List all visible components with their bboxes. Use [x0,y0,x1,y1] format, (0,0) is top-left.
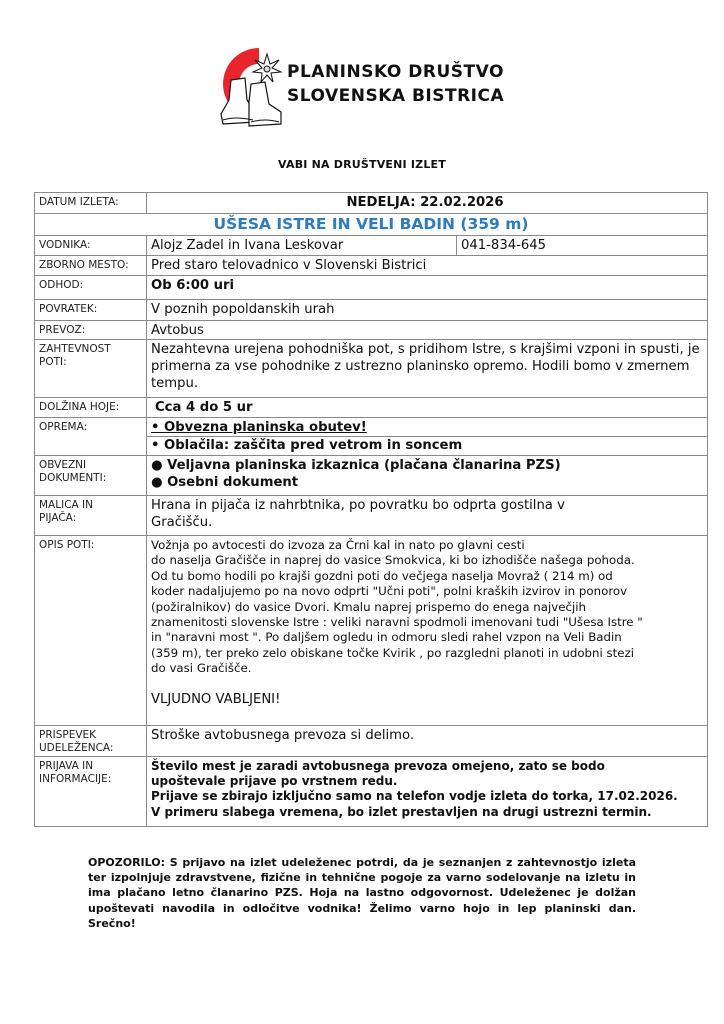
club-name [287,60,504,108]
equipment-value [147,418,708,456]
row-departure [35,276,708,300]
documents-label-line-1: OBVEZNI [39,459,87,471]
food-value: Hrana in pijača iz nahrbtnika, po povratku bo odprta gostilna v Gračišču. [147,496,708,536]
club-name-line-1: PLANINSKO DRUŠTVO [287,62,504,82]
signup-value [147,757,708,827]
row-food [35,496,708,536]
meeting-label: ZBORNO MESTO: [35,256,147,276]
documents-label [35,456,147,496]
food-label [35,496,147,536]
row-date [35,193,708,214]
difficulty-label-line-2: POTI: [39,356,67,368]
signup-line: V primeru slabega vremena, bo izlet prestavljen na drugi ustrezni termin. [151,804,652,819]
fee-label [35,726,147,757]
row-title [35,214,708,236]
route-line: znamenitosti slovenske Istre : veliki naravni spodmoli imenovani tudi "Ušesa Istre " [151,615,643,630]
date-value: NEDELJA: 22.02.2026 [147,193,708,214]
equipment-item: • Oblačila: zaščita pred vetrom in soncem [151,438,463,453]
departure-value: Ob 6:00 uri [147,276,708,300]
guides-label: VODNIKA: [35,236,147,256]
guides-value: Alojz Zadel in Ivana Leskovar [147,236,457,256]
duration-label: DOLŽINA HOJE: [35,398,147,418]
route-description [147,536,708,726]
departure-label: ODHOD: [35,276,147,300]
trip-title: UŠESA ISTRE IN VELI BADIN (359 m) [35,214,708,236]
row-documents [35,456,708,496]
invite-heading: VABI NA DRUŠTVENI IZLET [278,158,446,171]
signup-label [35,757,147,827]
row-route [35,536,708,726]
route-line: do vasi Gračišče. [151,661,252,676]
row-difficulty [35,340,708,398]
fee-value: Stroške avtobusnega prevoza si delimo. [147,726,708,757]
signup-line: Prijave se zbirajo izključno samo na telefon vodje izleta do torka, 17.02.2026. [151,789,678,804]
meeting-value: Pred staro telovadnico v Slovenski Bistrici [147,256,708,276]
route-line: do naselja Gračišče in naprej do vasice Smokvica, ki bo izhodišče našega pohoda. [151,553,635,568]
date-label: DATUM IZLETA: [35,193,147,214]
trip-info-table [34,192,708,827]
difficulty-value: Nezahtevna urejena pohodniška pot, s pridihom Istre, s krajšimi vzponi in spusti, je primerna za vse pohodnike z ustrezno planinsko opremo. Hodili bomo v zmernem tempu. [147,340,708,398]
club-logo [215,40,515,140]
duration-value: Cca 4 do 5 ur [147,398,708,418]
food-label-line-2: PIJAČA: [39,512,77,524]
row-meeting [35,256,708,276]
row-guides [35,236,708,256]
row-transport [35,321,708,340]
document-item: ● Osebni dokument [151,475,299,490]
route-line: (359 m), ter preko zelo obiskane točke Kvirik , po razgledni planoti in udobni stezi [151,645,635,660]
edelweiss-boots-icon [215,40,295,140]
documents-value [147,456,708,496]
signup-label-line-1: PRIJAVA IN [39,760,94,772]
route-line: Vožnja po avtocesti do izvoza za Črni kal in nato po glavni cesti [151,538,525,552]
difficulty-label-line-1: ZAHTEVNOST [39,343,111,355]
row-return [35,300,708,321]
route-line: in "naravni most ". Po daljšem ogledu in odmoru sledi rahel vzpon na Veli Badin [151,630,622,645]
transport-value: Avtobus [147,321,708,340]
document-item: ● Veljavna planinska izkaznica (plačana članarina PZS) [151,458,561,473]
fee-label-line-1: PRISPEVEK [39,729,97,741]
documents-label-line-2: DOKUMENTI: [39,472,107,484]
equipment-label: OPREMA: [35,418,147,456]
guides-phone: 041-834-645 [457,236,708,256]
row-fee [35,726,708,757]
equipment-item: • Obvezna planinska obutev! [147,419,707,437]
signup-label-line-2: INFORMACIJE: [39,773,112,785]
transport-label: PREVOZ: [35,321,147,340]
warning-notice: OPOZORILO: S prijavo na izlet udeleženec potrdi, da je seznanjen z zahtevnostjo izleta ter izpolnjuje zdravstvene, fizične in tehnične pogoje za varno sodelovanje na izletu in ima plačano letno članarino PZS. Hoja na lastno odgovornost. Udeleženec je dolžan upoštevati navodila in odločitve vodnika! Želimo varno hojo in lep planinski dan. Srečno! [88,856,636,930]
route-closing: VLJUDNO VABLJENI! [151,691,281,707]
food-label-line-1: MALICA IN [39,499,93,511]
difficulty-label [35,340,147,398]
route-line: koder nadaljujemo po na novo odprti "Učni poti", polni kraških izvirov in ponorov [151,584,628,599]
row-signup [35,757,708,827]
route-label: OPIS POTI: [35,536,147,726]
return-value: V poznih popoldanskih urah [147,300,708,321]
row-equipment [35,418,708,456]
club-name-line-2: SLOVENSKA BISTRICA [287,86,505,106]
row-duration [35,398,708,418]
signup-line: Število mest je zaradi avtobusnega prevoza omejeno, zato se bodo upoštevale prijave po vrstnem redu. [151,759,605,789]
route-line: (požiralnikov) do vasice Dvori. Kmalu naprej prispemo do enega največjih [151,599,586,614]
route-line: Od tu bomo hodili po krajši gozdni poti do večjega naselja Movraž ( 214 m) od [151,568,613,583]
return-label: POVRATEK: [35,300,147,321]
fee-label-line-2: UDELEŽENCA: [39,742,114,754]
